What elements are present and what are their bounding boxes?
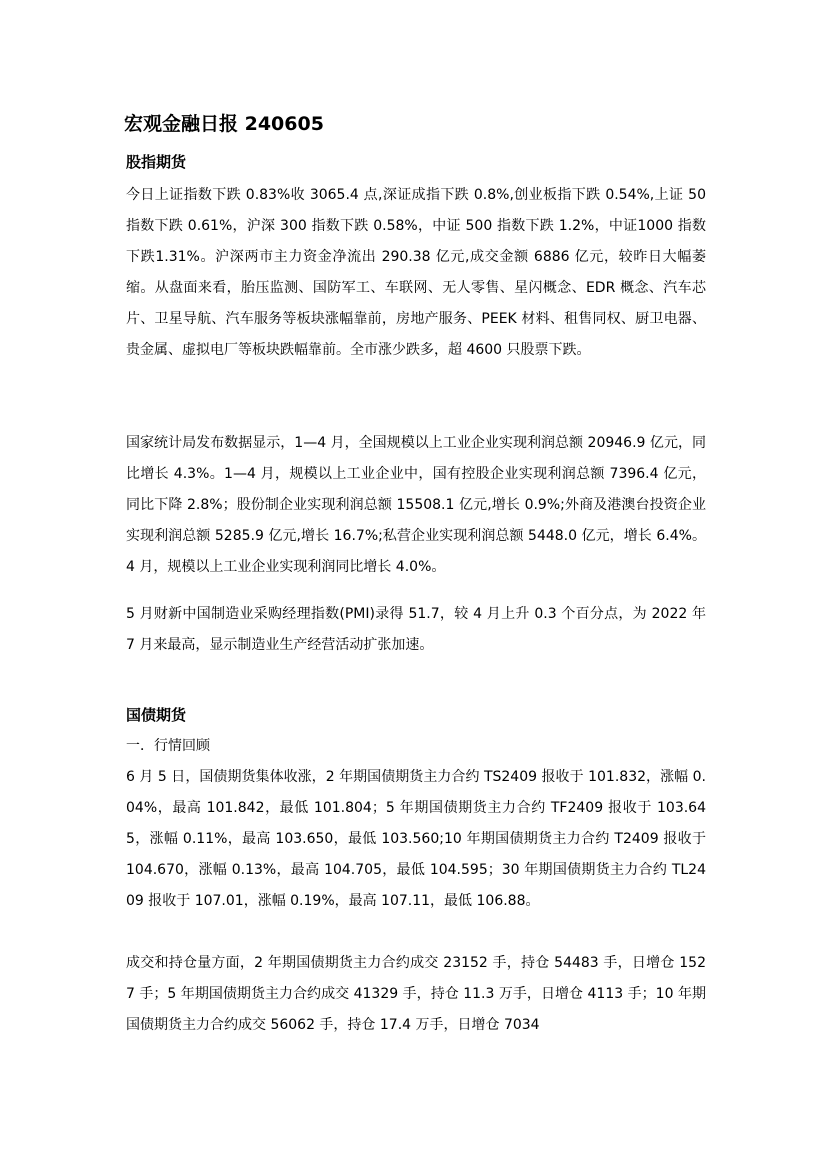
paragraph-volume-open-interest: 成交和持仓量方面，2 年期国债期货主力合约成交 23152 手，持仓 54483 手，日增仓 1527 手；5 年期国债期货主力合约成交 41329 手，持仓 11.3 万手，日增仓 4113 手；10 年期国债期货主力合约成交 56062 手，持仓 17.4 万手，日增仓 7034 <box>126 955 706 1033</box>
document-title: 宏观金融日报 240605 <box>124 113 324 135</box>
section-heading-bond-futures: 国债期货 <box>126 706 187 724</box>
paragraph-market-overview: 今日上证指数下跌 0.83%收 3065.4 点,深证成指下跌 0.8%,创业板指下跌 0.54%,上证 50 指数下跌 0.61%，沪深 300 指数下跌 0.58%，中证 500 指数下跌 1.2%，中证1000 指数下跌1.31%。沪深两市主力资金净流出 290.38 亿元,成交金额 6886 亿元，较昨日大幅萎缩。从盘面来看，胎压监测、国防军工、车联网、无人零售、星闪概念、EDR 概念、汽车芯片、卫星导航、汽车服务等板块涨幅靠前，房地产服务、PEEK 材料、租售同权、厨卫电器、贵金属、虚拟电厂等板块跌幅靠前。全市涨少跌多，超 4600 只股票下跌。 <box>126 187 706 358</box>
paragraph-pmi: 5 月财新中国制造业采购经理指数(PMI)录得 51.7，较 4 月上升 0.3 个百分点，为 2022 年 7 月来最高，显示制造业生产经营活动扩张加速。 <box>126 606 706 653</box>
document-page <box>124 0 706 1169</box>
paragraph-industrial-profits: 国家统计局发布数据显示，1—4 月，全国规模以上工业企业实现利润总额 20946.9 亿元，同比增长 4.3%。1—4 月，规模以上工业企业中，国有控股企业实现利润总额 7396.4 亿元，同比下降 2.8%；股份制企业实现利润总额 15508.1 亿元,增长 0.9%;外商及港澳台投资企业实现利润总额 5285.9 亿元,增长 16.7%;私营企业实现利润总额 5448.0 亿元，增长 6.4%。4 月，规模以上工业企业实现利润同比增长 4.0%。 <box>126 435 706 575</box>
paragraph-bond-prices: 6 月 5 日，国债期货集体收涨，2 年期国债期货主力合约 TS2409 报收于 101.832，涨幅 0.04%，最高 101.842，最低 101.804；5 年期国债期货主力合约 TF2409 报收于 103.645，涨幅 0.11%，最高 103.650，最低 103.560;10 年期国债期货主力合约 T2409 报收于 104.670，涨幅 0.13%，最高 104.705，最低 104.595；30 年期国债期货主力合约 TL2409 报收于 107.01，涨幅 0.19%，最高 107.11，最低 106.88。 <box>126 769 706 909</box>
subsection-heading-market-review: 一．行情回顾 <box>126 738 210 754</box>
section-heading-index-futures: 股指期货 <box>126 153 187 171</box>
